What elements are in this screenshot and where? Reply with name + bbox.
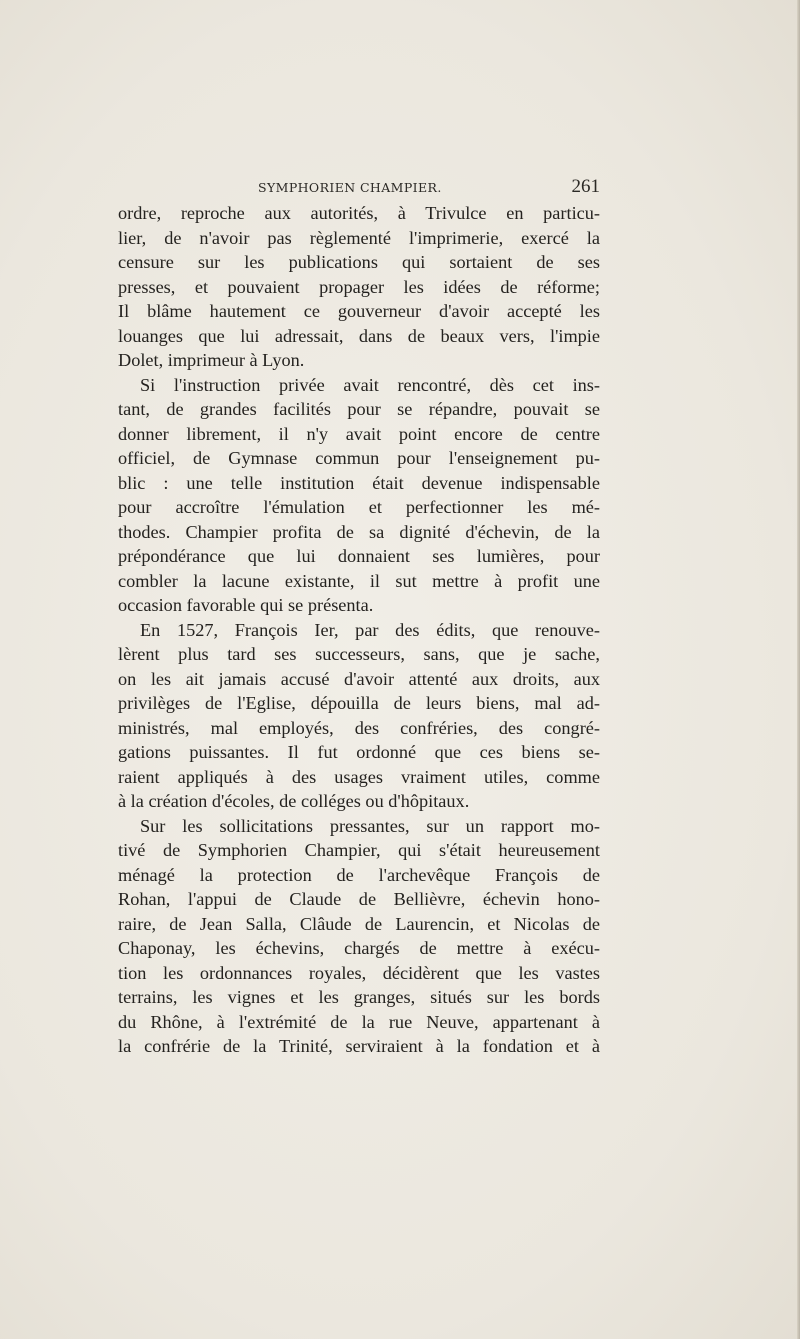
text-line: lèrent plus tard ses successeurs, sans, que je sache, — [118, 644, 600, 664]
text-line: censure sur les publications qui sortaient de ses — [118, 252, 600, 272]
text-line: la confrérie de la Trinité, serviraient à la fondation et à — [118, 1036, 600, 1056]
text-line: prépondérance que lui donnaient ses lumières, pour — [118, 546, 600, 566]
text-line: Dolet, imprimeur à Lyon. — [118, 350, 305, 370]
text-line: tant, de grandes facilités pour se répandre, pouvait se — [118, 399, 600, 419]
page-header — [118, 178, 600, 200]
text-line: gations puissantes. Il fut ordonné que ces biens se- — [118, 742, 600, 762]
text-line: Rohan, l'appui de Claude de Bellièvre, échevin hono- — [118, 889, 600, 909]
text-line: du Rhône, à l'extrémité de la rue Neuve, appartenant à — [118, 1011, 600, 1032]
body-text — [118, 201, 600, 1059]
text-line: louanges que lui adressait, dans de beaux vers, l'impie — [118, 325, 600, 346]
running-title: SYMPHORIEN CHAMPIER. — [258, 180, 442, 195]
text-line: ordre, reproche aux autorités, à Trivulce en particu- — [118, 203, 600, 223]
paragraph-start-line: Sur les sollicitations pressantes, sur un rapport mo- — [140, 815, 600, 836]
text-line: occasion favorable qui se présenta. — [118, 595, 374, 615]
text-line: officiel, de Gymnase commun pour l'enseignement pu- — [118, 448, 600, 468]
text-line: tion les ordonnances royales, décidèrent que les vastes — [118, 962, 600, 983]
text-line: Chaponay, les échevins, chargés de mettre à exécu- — [118, 938, 600, 958]
text-line: tivé de Symphorien Champier, qui s'était heureusement — [118, 840, 600, 860]
text-line: blic : une telle institution était devenue indispensable — [118, 472, 600, 493]
text-line: on les ait jamais accusé d'avoir attenté aux droits, aux — [118, 668, 600, 689]
page-number: 261 — [571, 176, 600, 197]
paragraph-start-line: En 1527, François Ier, par des édits, que renouve- — [140, 619, 600, 640]
paragraph-start-line: Si l'instruction privée avait rencontré, dès cet ins- — [140, 374, 600, 395]
text-line: raire, de Jean Salla, Clâude de Laurencin, et Nicolas de — [118, 913, 600, 934]
text-line: presses, et pouvaient propager les idées de réforme; — [118, 276, 600, 297]
text-line: ministrés, mal employés, des confréries, des congré- — [118, 717, 600, 738]
text-line: lier, de n'avoir pas règlementé l'imprimerie, exercé la — [118, 227, 600, 248]
text-line: donner librement, il n'y avait point encore de centre — [118, 423, 600, 444]
text-line: ménagé la protection de l'archevêque François de — [118, 864, 600, 885]
text-line: à la création d'écoles, de colléges ou d'hôpitaux. — [118, 791, 470, 811]
text-line: terrains, les vignes et les granges, situés sur les bords — [118, 987, 600, 1007]
text-line: raient appliqués à des usages vraiment utiles, comme — [118, 766, 600, 787]
text-line: combler la lacune existante, il sut mettre à profit une — [118, 570, 600, 591]
text-line: Il blâme hautement ce gouverneur d'avoir accepté les — [118, 301, 600, 321]
text-line: privilèges de l'Eglise, dépouilla de leurs biens, mal ad- — [118, 693, 600, 713]
text-line: thodes. Champier profita de sa dignité d'échevin, de la — [118, 521, 600, 542]
text-line: pour accroître l'émulation et perfectionner les mé- — [118, 497, 600, 517]
